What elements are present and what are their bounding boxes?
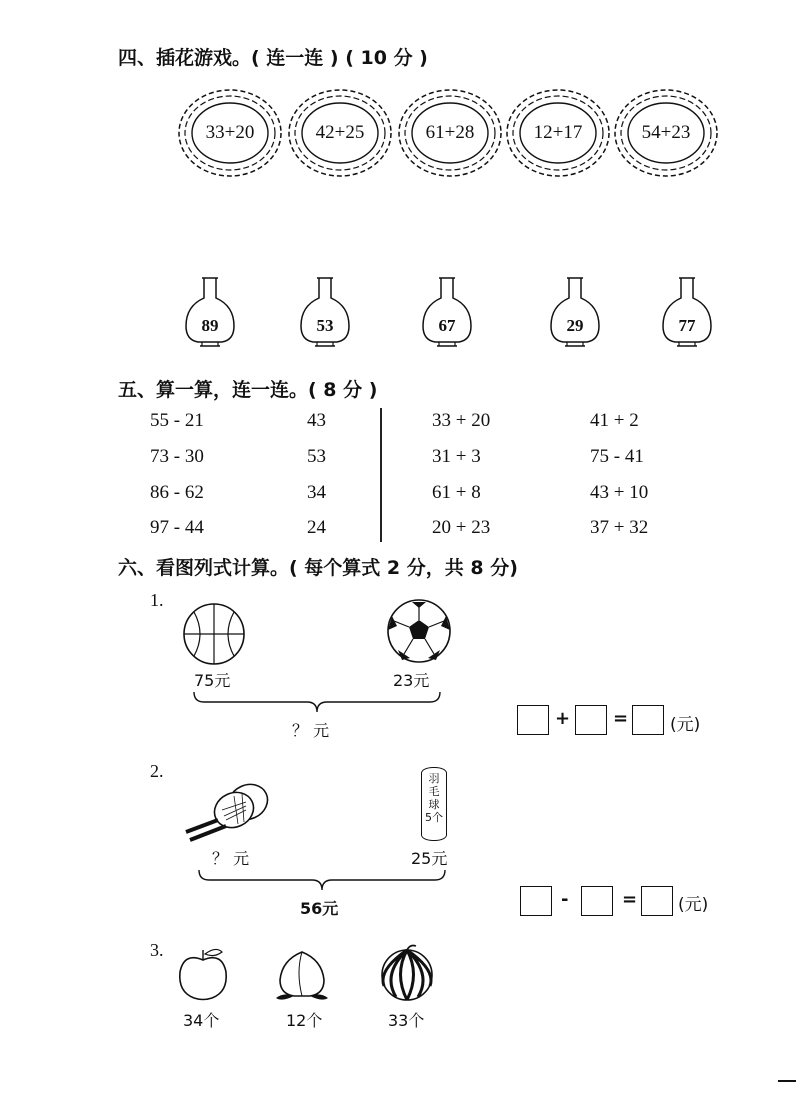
flower-4[interactable] (505, 88, 611, 178)
left-expression[interactable]: 55 - 21 (150, 410, 204, 431)
right-expression[interactable]: 31 + 3 (432, 446, 481, 467)
answer-box[interactable] (581, 886, 613, 916)
section4-heading: 四、插花游戏。( 连一连 ) ( 10 分 ) (118, 47, 428, 69)
left-expression[interactable]: 97 - 44 (150, 517, 204, 538)
vase-number: 29 (566, 316, 584, 335)
shuttlecock-price: 25元 (411, 849, 448, 868)
vase-icon (417, 276, 477, 348)
basketball-icon (180, 602, 248, 666)
page-edge-mark (778, 1080, 796, 1082)
answer-box[interactable] (517, 705, 549, 735)
vase-number: 53 (316, 316, 334, 335)
flower-2[interactable] (287, 88, 393, 178)
flower-5[interactable] (613, 88, 719, 178)
unit-label: (元) (678, 895, 709, 915)
equals-sign: = (613, 708, 629, 729)
flower-expression: 61+28 (425, 122, 475, 143)
section6-heading: 六、看图列式计算。( 每个算式 2 分，共 8 分) (118, 557, 518, 579)
shuttlecock-label: 羽 毛 球 5个 (425, 772, 443, 824)
shuttlecock-tube (421, 767, 447, 841)
right-target[interactable]: 41 + 2 (590, 410, 639, 431)
vase-icon (295, 276, 355, 348)
left-result[interactable]: 53 (307, 446, 326, 467)
vase-5[interactable] (657, 276, 717, 348)
watermelon-count: 33个 (388, 1011, 425, 1030)
left-expression[interactable]: 73 - 30 (150, 446, 204, 467)
flower-expression: 12+17 (533, 122, 583, 143)
total-unknown: ？ 元 (292, 721, 330, 740)
vase-number: 77 (678, 316, 696, 335)
right-target[interactable]: 37 + 32 (590, 517, 649, 538)
equals-sign: = (622, 889, 638, 910)
column-divider (380, 408, 382, 542)
racket-price: ？ 元 (212, 849, 250, 868)
section5-heading: 五、算一算，连一连。( 8 分 ) (118, 379, 378, 401)
vase-4[interactable] (545, 276, 605, 348)
plus-sign: + (555, 708, 571, 729)
total-price: 56元 (300, 899, 339, 918)
unit-label: (元) (670, 715, 701, 735)
right-expression[interactable]: 33 + 20 (432, 410, 491, 431)
right-target[interactable]: 43 + 10 (590, 482, 649, 503)
peach-icon (274, 946, 330, 1004)
vase-number: 89 (201, 316, 219, 335)
rackets-icon (182, 780, 272, 842)
left-result[interactable]: 34 (307, 482, 326, 503)
right-expression[interactable]: 61 + 8 (432, 482, 481, 503)
question-number: 3. (150, 940, 164, 960)
right-target[interactable]: 75 - 41 (590, 446, 644, 467)
vase-1[interactable] (180, 276, 240, 348)
left-result[interactable]: 24 (307, 517, 326, 538)
answer-box[interactable] (520, 886, 552, 916)
basketball-price: 75元 (194, 671, 231, 690)
flower-3[interactable] (397, 88, 503, 178)
vase-number: 67 (438, 316, 456, 335)
vase-icon (180, 276, 240, 348)
answer-box[interactable] (641, 886, 673, 916)
vase-2[interactable] (295, 276, 355, 348)
flower-expression: 42+25 (315, 122, 365, 143)
soccer-price: 23元 (393, 671, 430, 690)
vase-icon (545, 276, 605, 348)
flower-expression: 54+23 (641, 122, 691, 143)
total-brace (192, 690, 442, 714)
apple-count: 34个 (183, 1011, 220, 1030)
flower-1[interactable] (177, 88, 283, 178)
vase-icon (657, 276, 717, 348)
vase-3[interactable] (417, 276, 477, 348)
flower-expression: 33+20 (205, 122, 255, 143)
question-number: 1. (150, 590, 164, 610)
watermelon-icon (378, 944, 436, 1002)
right-expression[interactable]: 20 + 23 (432, 517, 491, 538)
left-result[interactable]: 43 (307, 410, 326, 431)
answer-box[interactable] (575, 705, 607, 735)
peach-count: 12个 (286, 1011, 323, 1030)
left-expression[interactable]: 86 - 62 (150, 482, 204, 503)
soccer-ball-icon (384, 598, 454, 664)
apple-icon (176, 946, 230, 1002)
question-number: 2. (150, 761, 164, 781)
minus-sign: - (561, 889, 569, 910)
total-brace (197, 868, 447, 892)
answer-box[interactable] (632, 705, 664, 735)
